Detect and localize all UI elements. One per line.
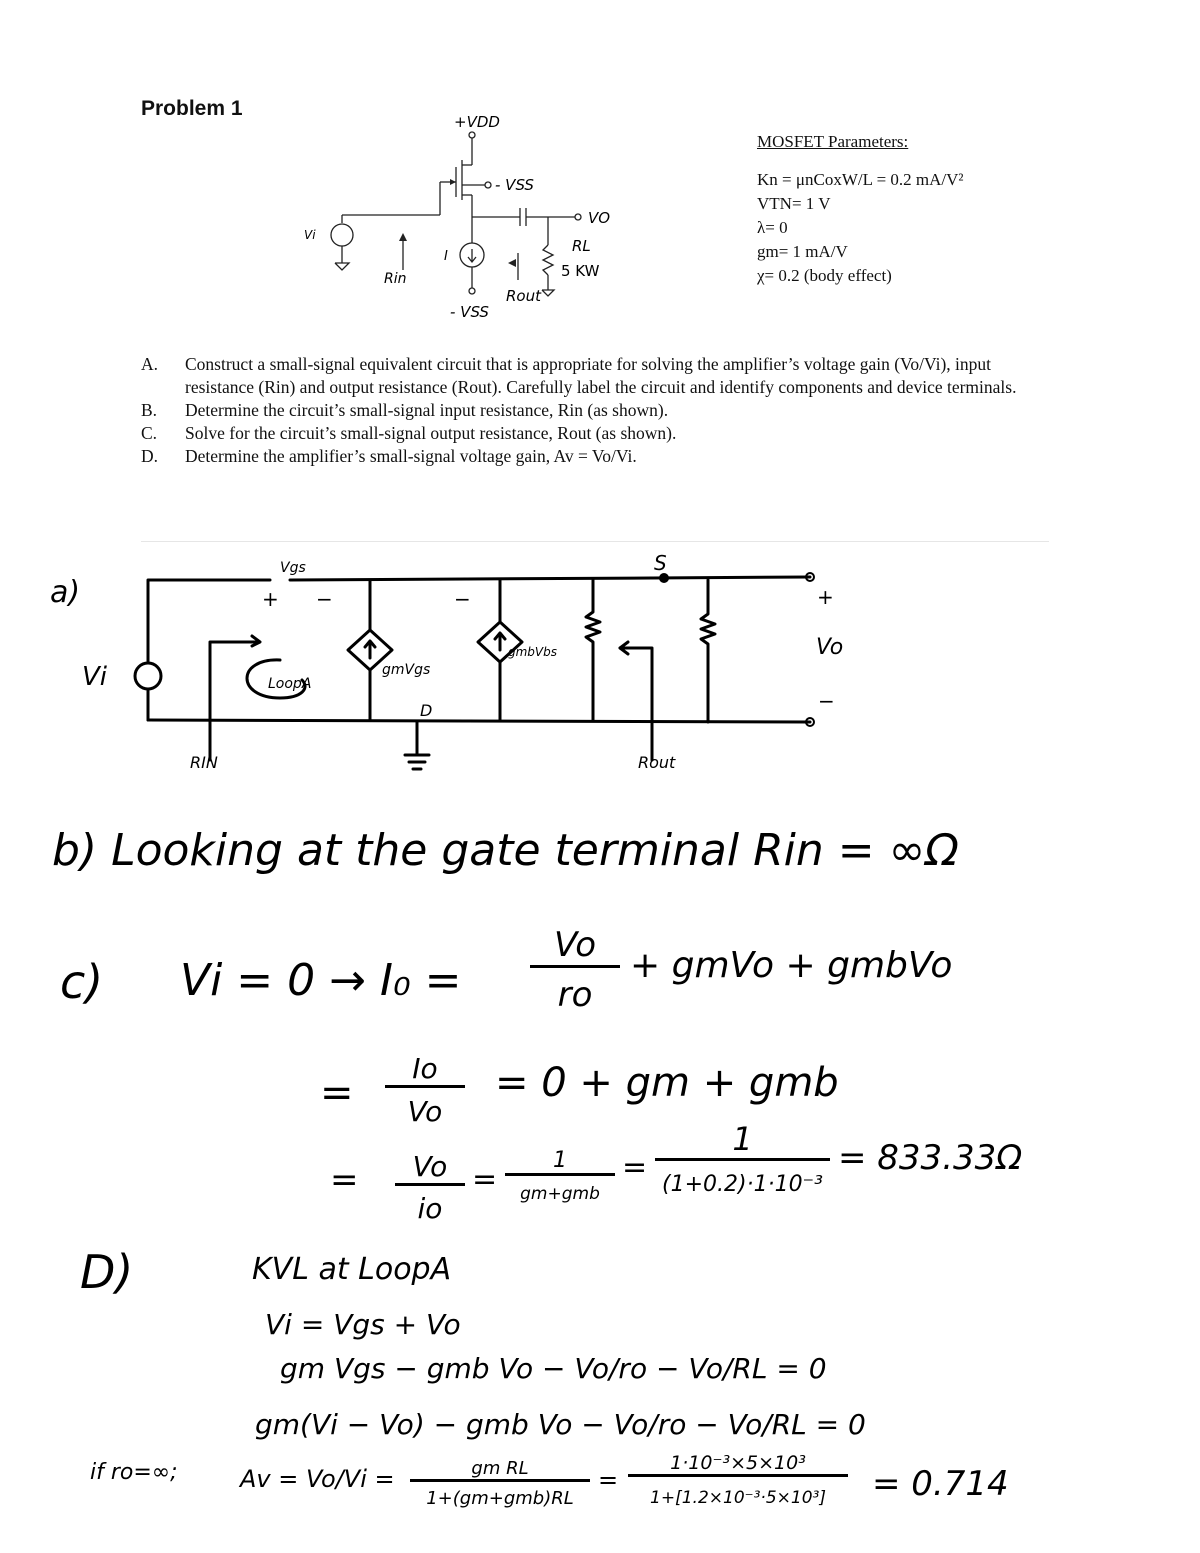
vi-label: Vi [304, 228, 316, 242]
task-c: C. Solve for the circuit’s small-signal output resistance, Rout (as shown). [141, 423, 677, 443]
param-gm: gm= 1 mA/V [757, 242, 848, 261]
hw-c-line3-left: = [330, 1160, 359, 1200]
hw-c-frac4-den: gm+gmb [520, 1184, 600, 1204]
rl-label: RL [572, 237, 591, 255]
vi-source-symbol [331, 224, 353, 246]
hw-d-eq2: gm Vgs − gmb Vo − Vo/ro − Vo/RL = 0 [280, 1352, 827, 1385]
hw-d-eq-sign: = [598, 1466, 619, 1494]
hw-c-frac1-num: Vo [530, 925, 620, 968]
hw-source-node: S [654, 551, 667, 575]
task-a: A. Construct a small-signal equivalent circuit that is appropriate for solving the amplifier’s voltage gain (Vo/Vi), input resistance (Rin) and output resistance (Rout). Carefully label the circuit and identify components and device terminals. [141, 354, 1017, 397]
rl-value: 5 KW [561, 262, 600, 280]
hw-label-c: c) [60, 955, 104, 1009]
current-source-label: I [444, 249, 448, 264]
hw-vo-plus: + [817, 585, 834, 609]
param-chi: χ= 0.2 (body effect) [757, 266, 892, 285]
hw-rout: Rout [638, 753, 676, 772]
hw-c-line1-left: Vi = 0 → I₀ = [180, 955, 462, 1006]
hw-c-line1-rest: + gmVo + gmbVo [630, 945, 953, 986]
vo-terminal [575, 214, 581, 220]
hw-c-frac3-num: Vo [395, 1150, 465, 1186]
hw-c-result: = 833.33Ω [838, 1138, 1023, 1178]
amplifier-schematic [290, 105, 630, 330]
hw-vgs-plus: + [262, 587, 279, 611]
hw-vo: Vo [816, 635, 844, 660]
rout-label: Rout [506, 287, 541, 305]
task-d: D. Determine the amplifier’s small-signal voltage gain, Av = Vo/Vi. [141, 446, 637, 466]
params-header: MOSFET Parameters: [757, 132, 909, 151]
mosfet-parameters [757, 130, 964, 288]
hw-d-f1-den: 1+(gm+gmb)RL [426, 1488, 574, 1509]
hw-label-a: a) [50, 575, 81, 610]
hw-c-eq-a: = [472, 1162, 498, 1197]
hw-d-condition: if ro=∞; [90, 1460, 178, 1485]
vss-gate-label: - VSS [495, 176, 534, 194]
task-b: B. Determine the circuit’s small-signal input resistance, Rin (as shown). [141, 400, 669, 420]
hw-gm-source: gmVgs [382, 662, 431, 678]
hw-loop-label: LoopA [268, 676, 312, 692]
hw-c-line2-rest: = 0 + gm + gmb [495, 1060, 839, 1106]
hw-c-frac5-den: (1+0.2)·1·10⁻³ [662, 1172, 823, 1197]
vdd-terminal [469, 132, 475, 138]
hw-vi-source [135, 663, 161, 689]
hw-c-frac2-den: Vo [407, 1095, 443, 1128]
hw-d-f2-num: 1·10⁻³×5×10³ [628, 1452, 848, 1477]
hw-c-frac1-den: ro [557, 975, 593, 1015]
small-signal-circuit [40, 550, 900, 790]
vss-bottom-label: - VSS [450, 303, 489, 321]
vo-label: VO [588, 209, 611, 227]
hw-drain-node: D [420, 701, 433, 720]
hw-d-f1-num: gm RL [410, 1458, 590, 1482]
hw-d-eq3: gm(Vi − Vo) − gmb Vo − Vo/ro − Vo/RL = 0 [255, 1408, 866, 1441]
hw-c-line2-left: = [320, 1070, 354, 1116]
hw-c-frac2-num: Io [385, 1052, 465, 1088]
hw-c-frac5-num: 1 [655, 1120, 830, 1161]
hw-node-minus: − [454, 587, 471, 611]
hw-c-frac3-den: io [417, 1192, 443, 1225]
divider [141, 541, 1049, 542]
hw-d-result: = 0.714 [872, 1464, 1009, 1504]
vdd-label: +VDD [454, 113, 500, 131]
hw-d-f2-den: 1+[1.2×10⁻³·5×10³] [650, 1488, 826, 1508]
hw-vgs-minus: − [316, 587, 333, 611]
hw-vgs: Vgs [280, 560, 306, 576]
problem-title: Problem 1 [141, 97, 243, 120]
hw-c-eq-b: = [622, 1150, 648, 1185]
hw-vi: Vi [82, 662, 108, 692]
hw-c-frac4-num: 1 [505, 1148, 615, 1176]
hw-label-d: D) [80, 1245, 134, 1299]
rin-label: Rin [384, 271, 407, 287]
hw-rin: RIN [190, 753, 218, 772]
hw-part-b: b) Looking at the gate terminal Rin = ∞Ω [52, 825, 959, 876]
hw-gmb-source: gmbVbs [508, 645, 558, 659]
param-vtn: VTN= 1 V [757, 194, 831, 213]
task-list [141, 353, 1051, 468]
hw-d-eq1: Vi = Vgs + Vo [265, 1308, 461, 1341]
hw-d-av: Av = Vo/Vi = [240, 1465, 395, 1493]
param-lambda: λ= 0 [757, 218, 788, 237]
param-kn: Kn = μnCoxW/L = 0.2 mA/V² [757, 170, 964, 189]
hw-d-kvl: KVL at LoopA [252, 1252, 452, 1287]
hw-vo-minus: − [818, 689, 835, 713]
